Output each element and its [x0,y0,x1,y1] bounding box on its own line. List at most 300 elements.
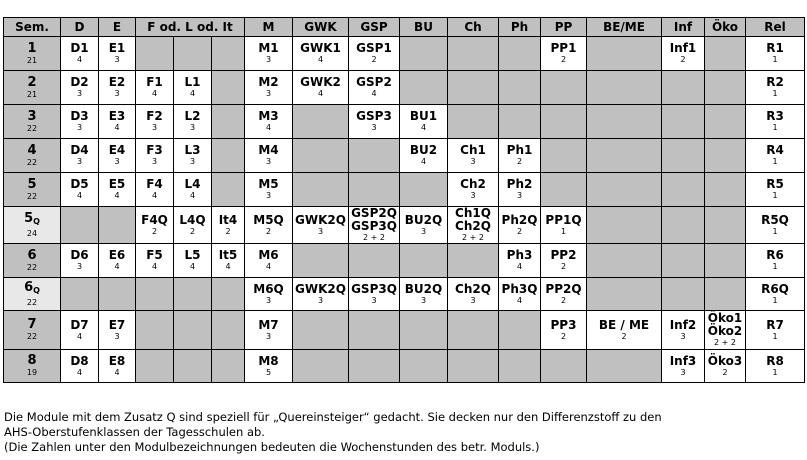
module-code: L1 [184,75,201,89]
module-cell [174,139,212,173]
empty-cell [212,350,245,383]
empty-cell [136,278,174,311]
module-cell [99,139,136,173]
module-hours: 3 [317,295,324,305]
module-code: M5Q [253,212,284,227]
module-hours: 3 [470,295,476,305]
semester-hours: 19 [26,368,38,377]
module-hours: 3 [151,123,158,132]
module-code: PP1Q [545,212,582,227]
module-code: GWK2Q [295,212,346,227]
module-cell [349,278,400,311]
module-hours: 4 [114,367,120,377]
module-cell [448,278,499,311]
module-hours: 3 [114,89,120,98]
module-code: M6Q [253,281,284,296]
module-code: PP1 [550,41,577,55]
empty-cell [587,278,662,311]
module-cell [136,71,174,105]
module-hours: 3 [265,331,272,341]
module-hours: 1 [772,262,778,271]
module-cell [349,105,400,139]
module-hours: 3 [76,262,83,271]
module-cell [448,207,499,244]
module-hours: 3 [420,226,427,236]
module-code: Ph3 [506,248,533,262]
module-hours: 3 [76,157,83,166]
note-line-2: AHS-Oberstufenklassen der Tagesschulen ab. [4,425,265,439]
module-hours: 2 [621,331,627,341]
empty-cell [705,278,746,311]
module-hours: 2 [225,226,231,236]
module-hours: 3 [371,123,377,132]
module-cell [705,350,746,383]
module-code: F3 [146,143,163,157]
empty-cell [705,244,746,278]
module-cell [746,105,805,139]
empty-cell [705,71,746,105]
module-cell [293,278,349,311]
module-cell [136,244,174,278]
module-code: R7 [766,317,784,332]
module-hours: 3 [371,295,377,305]
semester-number: 1 [27,40,37,56]
empty-cell [662,105,705,139]
semester-cell [4,311,61,350]
empty-cell [174,311,212,350]
module-code: BU2Q [404,212,443,227]
module-cell [746,173,805,207]
semester-hours: 22 [26,157,38,167]
semester-hours: 22 [26,191,38,201]
header-row [4,18,805,37]
module-cell [746,207,805,244]
semester-hours: 22 [26,123,38,133]
semester-number: 5 [27,176,37,192]
module-hours: 4 [189,89,196,98]
semester-suffix: Q [33,216,40,226]
module-hours: 3 [114,331,120,341]
module-code: BU1 [409,109,438,123]
module-hours: 2 [560,262,567,271]
module-cell [61,173,99,207]
module-cell [245,207,293,244]
semester-number: $6_Q$ [24,279,40,295]
empty-cell [448,244,499,278]
header-gsp: GSP [349,18,400,37]
module-code: D1 [70,41,89,55]
module-code: PP3 [550,317,577,332]
module-hours: 3 [680,331,686,341]
module-cell [174,105,212,139]
module-code: R4 [766,143,784,157]
module-cell [400,278,448,311]
empty-cell [349,139,400,173]
module-cell [99,173,136,207]
module-hours: 1 [772,191,778,200]
module-code: Ph1 [506,143,533,157]
module-hours: 2 [560,331,567,341]
module-code: E5 [108,177,126,191]
module-hours: 2 [560,55,567,64]
empty-cell [587,350,662,383]
module-hours: 4 [265,262,272,271]
module-code: D5 [70,177,89,191]
empty-cell [400,173,448,207]
empty-cell [212,173,245,207]
empty-cell [705,139,746,173]
module-hours: 2 [680,55,686,64]
module-cell [662,37,705,71]
semester-number: 6 [27,247,37,263]
module-code: M1 [258,41,279,55]
module-cell [499,173,541,207]
module-code: M8 [258,353,279,368]
module-cell [587,311,662,350]
empty-cell [587,139,662,173]
module-cell [61,71,99,105]
module-code: L4Q [179,212,206,227]
module-code: F4 [146,177,163,191]
module-cell [245,71,293,105]
module-code: D2 [70,75,89,89]
module-hours: 3 [114,55,120,64]
module-hours: 3 [470,157,476,166]
module-code: E1 [108,41,126,55]
module-cell [746,37,805,71]
module-code: M2 [258,75,279,89]
semester-cell [4,173,61,207]
module-cell [400,139,448,173]
module-hours: 1 [772,123,778,132]
semester-number: 8 [27,353,37,368]
module-hours: 4 [516,295,523,305]
module-code: L4 [184,177,201,191]
empty-cell [587,173,662,207]
module-cell [541,37,587,71]
empty-cell [349,244,400,278]
module-cell [61,139,99,173]
module-hours: 3 [470,191,476,200]
empty-cell [212,37,245,71]
empty-cell [499,105,541,139]
empty-cell [541,350,587,383]
empty-cell [587,71,662,105]
empty-cell [99,278,136,311]
module-hours: 3 [317,226,324,236]
module-code: BE / ME [598,317,650,332]
module-cell [245,311,293,350]
module-code: R2 [766,75,784,89]
module-hours: 3 [265,157,272,166]
module-code: F2 [146,109,163,123]
module-code: F4Q [141,212,168,227]
empty-cell [293,105,349,139]
empty-cell [705,105,746,139]
module-hours: 3 [76,89,83,98]
module-hours: 4 [189,262,196,271]
module-code: M5 [258,177,279,191]
empty-cell [448,71,499,105]
module-code: Inf3 [669,353,697,368]
module-table [3,17,805,383]
module-hours: 3 [265,89,272,98]
module-hours: 3 [265,295,272,305]
module-code: Ch1 [460,143,486,157]
module-code: R5Q [761,212,789,227]
module-hours: 4 [371,89,377,98]
module-code: GSP2Q GSP3Q [351,206,397,233]
module-cell [746,350,805,383]
module-code: L2 [184,109,201,123]
module-code: M7 [258,317,279,332]
module-hours: 1 [772,295,778,305]
module-code: R3 [766,109,784,123]
module-cell [99,350,136,383]
module-cell [400,105,448,139]
module-code: L3 [184,143,201,157]
table-row [4,244,805,278]
empty-cell [662,139,705,173]
module-cell [448,173,499,207]
module-cell [448,139,499,173]
semester-cell [4,207,61,244]
empty-cell [212,71,245,105]
module-code: D3 [70,109,89,123]
module-hours: 4 [189,191,196,200]
empty-cell [448,350,499,383]
module-code: Ch2 [460,177,486,191]
module-cell [293,71,349,105]
module-hours: 4 [317,89,324,98]
header-gwk: GWK [293,18,349,37]
empty-cell [662,278,705,311]
empty-cell [705,37,746,71]
module-hours: 3 [420,295,427,305]
empty-cell [541,139,587,173]
empty-cell [212,139,245,173]
semester-cell [4,278,61,311]
module-code: BU2 [409,143,438,157]
module-cell [245,350,293,383]
empty-cell [174,350,212,383]
semester-cell [4,105,61,139]
module-cell [349,71,400,105]
header-e: E [99,18,136,37]
module-cell [705,311,746,350]
empty-cell [499,350,541,383]
module-code: M4 [258,143,279,157]
empty-cell [61,207,99,244]
module-cell [136,173,174,207]
module-hours: 4 [76,55,83,64]
header-inf: Inf [662,18,705,37]
module-hours: 4 [265,123,272,132]
header-ph: Ph [499,18,541,37]
module-code: R5 [766,177,784,191]
module-code: GSP2 [356,75,392,89]
module-code: F5 [146,248,163,262]
module-cell [499,207,541,244]
module-cell [662,350,705,383]
module-cell [61,37,99,71]
empty-cell [293,311,349,350]
header-be-me: BE/ME [587,18,662,37]
module-hours: 4 [114,123,120,132]
module-code: Inf1 [669,41,697,55]
module-cell [61,105,99,139]
module-cell [541,311,587,350]
empty-cell [448,311,499,350]
header-f-l-it: F od. L od. It [136,18,245,37]
header-sem: Sem. [4,18,61,37]
module-cell [174,207,212,244]
empty-cell [136,37,174,71]
module-hours: 1 [772,367,778,377]
semester-number: 3 [27,108,37,124]
empty-cell [448,105,499,139]
header-pp: PP [541,18,587,37]
module-code: Ph2 [506,177,533,191]
empty-cell [99,207,136,244]
module-cell [746,278,805,311]
module-code: Ph3Q [501,281,538,296]
empty-cell [541,173,587,207]
empty-cell [293,139,349,173]
module-code: R8 [766,353,784,368]
module-code: PP2 [550,248,577,262]
semester-hours: 21 [26,55,38,65]
empty-cell [400,244,448,278]
module-code: Ch2Q [455,281,491,296]
module-code: GSP3 [356,109,392,123]
empty-cell [499,311,541,350]
empty-cell [587,244,662,278]
module-code: GSP3Q [351,281,397,296]
module-cell [349,207,400,244]
module-cell [499,278,541,311]
module-code: GWK1 [300,41,341,55]
module-code: Öko3 [707,353,743,368]
module-cell [349,37,400,71]
table-row [4,37,805,71]
empty-cell [212,311,245,350]
module-code: F1 [146,75,163,89]
semester-cell [4,244,61,278]
header-m: M [245,18,293,37]
module-code: Ch1Q Ch2Q [455,206,491,233]
module-hours: 4 [114,262,120,271]
empty-cell [293,173,349,207]
module-hours: 1 [772,226,778,236]
module-code: Ph2Q [501,212,538,227]
table-row [4,311,805,350]
module-hours: 1 [772,55,778,64]
empty-cell [400,71,448,105]
module-code: M6 [258,248,279,262]
header-d: D [61,18,99,37]
module-hours: 1 [560,226,567,236]
module-hours: 5 [265,367,272,377]
empty-cell [705,207,746,244]
module-cell [136,105,174,139]
module-hours: 2 + 2 [462,233,484,242]
semester-hours: 24 [26,228,38,238]
note-line-3: (Die Zahlen unter den Modulbezeichnungen bedeuten die Wochenstunden des betr. Moduls.) [4,440,540,454]
empty-cell [662,71,705,105]
empty-cell [587,105,662,139]
table-row [4,207,805,244]
module-cell [174,244,212,278]
empty-cell [293,244,349,278]
module-cell [293,37,349,71]
semester-cell [4,139,61,173]
semester-hours: 22 [26,262,38,272]
module-hours: 2 [516,226,523,236]
empty-cell [541,105,587,139]
semester-number: $5_Q$ [24,210,40,226]
table-body [4,37,805,383]
semester-hours: 21 [26,89,38,99]
empty-cell [499,37,541,71]
module-code: It5 [218,248,238,262]
module-code: GWK2Q [295,281,346,296]
table-row [4,71,805,105]
empty-cell [587,207,662,244]
module-cell [61,244,99,278]
semester-suffix: Q [33,285,40,295]
module-hours: 2 [722,367,728,377]
module-hours: 3 [189,157,196,166]
table-row [4,139,805,173]
module-code: PP2Q [545,281,582,296]
module-hours: 3 [151,157,158,166]
module-hours: 4 [151,191,158,200]
module-cell [99,37,136,71]
empty-cell [349,350,400,383]
module-cell [99,105,136,139]
empty-cell [499,71,541,105]
empty-cell [136,311,174,350]
semester-hours: 22 [26,332,38,341]
module-hours: 2 [265,226,272,236]
semester-hours: 22 [26,297,38,307]
module-cell [61,350,99,383]
empty-cell [349,173,400,207]
module-cell [99,244,136,278]
module-cell [541,244,587,278]
module-hours: 4 [151,262,158,271]
module-code: E4 [108,143,126,157]
empty-cell [448,37,499,71]
table-row [4,105,805,139]
module-hours: 4 [76,191,83,200]
semester-cell [4,71,61,105]
module-cell [174,71,212,105]
module-code: D8 [70,353,89,368]
header-oeko: Öko [705,18,746,37]
module-hours: 4 [76,331,83,341]
empty-cell [293,350,349,383]
module-cell [662,311,705,350]
module-hours: 3 [516,191,523,200]
module-cell [245,105,293,139]
semester-cell [4,350,61,383]
header-bu: BU [400,18,448,37]
module-hours: 4 [114,191,120,200]
module-cell [212,244,245,278]
semester-number: 2 [27,74,37,90]
